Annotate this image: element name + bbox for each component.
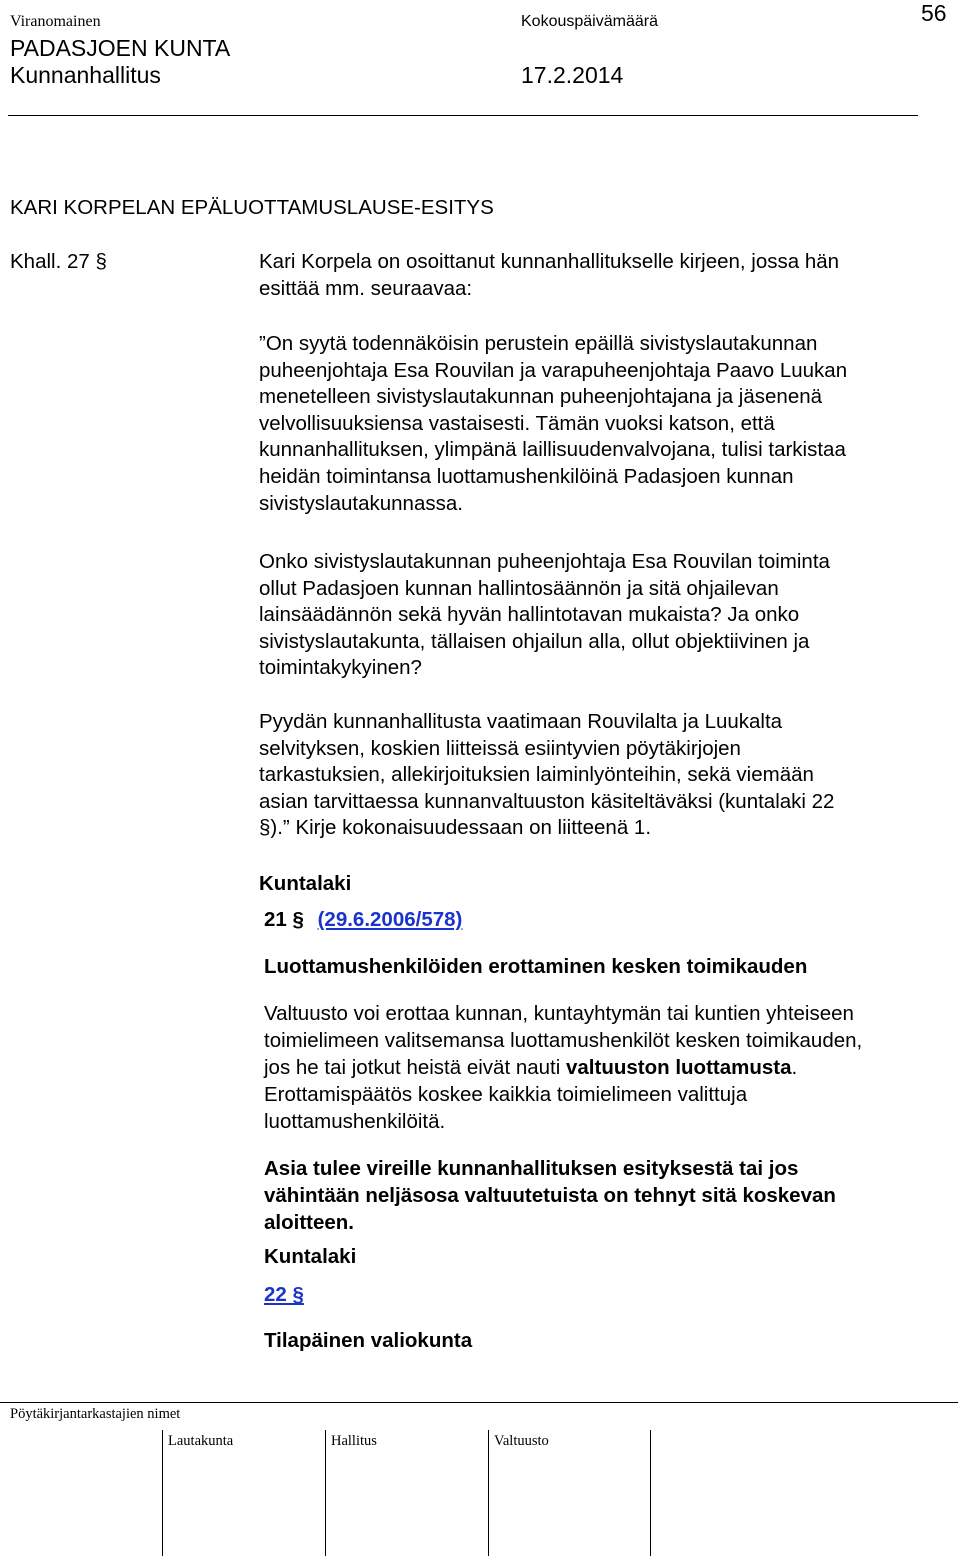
page-number: 56 xyxy=(921,0,947,26)
text-line: Kari Korpela on osoittanut kunnanhallitukselle kirjeen, jossa hän xyxy=(259,250,840,273)
text-line: Onko sivistyslautakunnan puheenjohtaja Esa Rouvilan toiminta xyxy=(259,550,830,573)
quote-paragraph-2 xyxy=(259,549,830,682)
organ-name: Kunnanhallitus xyxy=(10,62,161,88)
quote-paragraph-1 xyxy=(259,331,847,517)
text-line: vähintään neljäsosa valtuutetuista on tehnyt sitä koskevan xyxy=(264,1184,836,1207)
text-line: toimintakykyinen? xyxy=(259,656,422,680)
text-line: toimielimeen valitsemansa luottamushenkilöt kesken toimikauden, xyxy=(264,1029,863,1052)
text-line: esittää mm. seuraavaa: xyxy=(259,276,473,300)
intro-paragraph xyxy=(259,249,839,302)
text-line: ollut Padasjoen kunnan hallintosäännön ja sitä ohjailevan xyxy=(259,576,779,600)
law-section-title: Luottamushenkilöiden erottaminen kesken toimikauden xyxy=(264,955,808,978)
law-section-22-link[interactable]: 22 § xyxy=(264,1283,304,1306)
emphasis-text: valtuuston luottamusta xyxy=(566,1056,792,1079)
text-line: lainsäädännön sekä hyvän hallintotavan mukaista? Ja onko xyxy=(259,603,800,627)
text-line: kunnanhallituksen, ylimpänä laillisuudenvalvojana, tulisi tarkistaa xyxy=(259,438,846,462)
header-rule xyxy=(8,115,918,116)
text-line: Asia tulee vireille kunnanhallituksen esityksestä tai jos xyxy=(264,1157,799,1180)
text-line xyxy=(264,1054,862,1081)
law-section-22-title: Tilapäinen valiokunta xyxy=(264,1329,473,1352)
quote-paragraph-3 xyxy=(259,709,834,842)
footer-divider xyxy=(162,1430,163,1556)
section-number: 21 § xyxy=(264,908,304,931)
text-line: sivistyslautakunnassa. xyxy=(259,491,463,515)
law-section-21 xyxy=(264,908,462,932)
law-paragraph-2 xyxy=(264,1155,836,1236)
footer-col-council: Valtuusto xyxy=(494,1433,549,1449)
item-title: KARI KORPELAN EPÄLUOTTAMUSLAUSE-ESITYS xyxy=(10,196,494,219)
text-line: luottamushenkilöitä. xyxy=(264,1110,446,1133)
law-heading: Kuntalaki xyxy=(259,872,352,895)
meeting-date-label: Kokouspäivämäärä xyxy=(521,13,658,30)
reviewers-label: Pöytäkirjantarkastajien nimet xyxy=(10,1406,181,1422)
text-line: ”On syytä todennäköisin perustein epäillä sivistyslautakunnan xyxy=(259,332,818,355)
text-line: puheenjohtaja Esa Rouvilan ja varapuheenjohtaja Paavo Luukan xyxy=(259,358,848,382)
text-line: Valtuusto voi erottaa kunnan, kuntayhtymän tai kuntien yhteiseen xyxy=(264,1002,854,1025)
text-line: menetelleen sivistyslautakunnan puheenjohtajana ja jäsenenä xyxy=(259,385,823,409)
footer-divider xyxy=(650,1430,651,1556)
footer-divider xyxy=(325,1430,326,1556)
footer-rule xyxy=(0,1402,958,1403)
law-amendment-link[interactable]: (29.6.2006/578) xyxy=(317,908,463,931)
authority-label: Viranomainen xyxy=(10,13,101,30)
footer-col-committee: Lautakunta xyxy=(168,1433,234,1449)
text-line: Erottamispäätös koskee kaikkia toimielimeen valittuja xyxy=(264,1083,748,1106)
text-line: tarkastuksien, allekirjoituksien laiminlyönteihin, sekä viemään xyxy=(259,763,814,787)
law-heading-2: Kuntalaki xyxy=(264,1245,357,1268)
text-line: heidän toimintansa luottamushenkilöinä Padasjoen kunnan xyxy=(259,464,794,488)
text-line: asian tarvittaessa kunnanvaltuuston käsiteltäväksi (kuntalaki 22 xyxy=(259,789,835,813)
text-line: velvollisuuksiensa vastaisesti. Tämän vuoksi katson, että xyxy=(259,411,775,435)
text-line: §).” Kirje kokonaisuudessaan on liitteenä 1. xyxy=(259,816,652,840)
text-line: Pyydän kunnanhallitusta vaatimaan Rouvilalta ja Luukalta xyxy=(259,710,783,733)
footer-col-board: Hallitus xyxy=(331,1433,377,1449)
meeting-date: 17.2.2014 xyxy=(521,62,624,88)
text-segment: . xyxy=(791,1056,798,1079)
text-segment: jos he tai jotkut heistä eivät nauti xyxy=(264,1056,566,1079)
law-paragraph-1 xyxy=(264,1000,862,1135)
text-line: selvityksen, koskien liitteissä esiintyvien pöytäkirjojen xyxy=(259,736,741,760)
item-reference: Khall. 27 § xyxy=(10,250,107,273)
text-line: aloitteen. xyxy=(264,1211,354,1234)
text-line: sivistyslautakunta, tällaisen ohjailun alla, ollut objektiivinen ja xyxy=(259,629,810,653)
municipality-name: PADASJOEN KUNTA xyxy=(10,35,231,61)
footer-divider xyxy=(488,1430,489,1556)
